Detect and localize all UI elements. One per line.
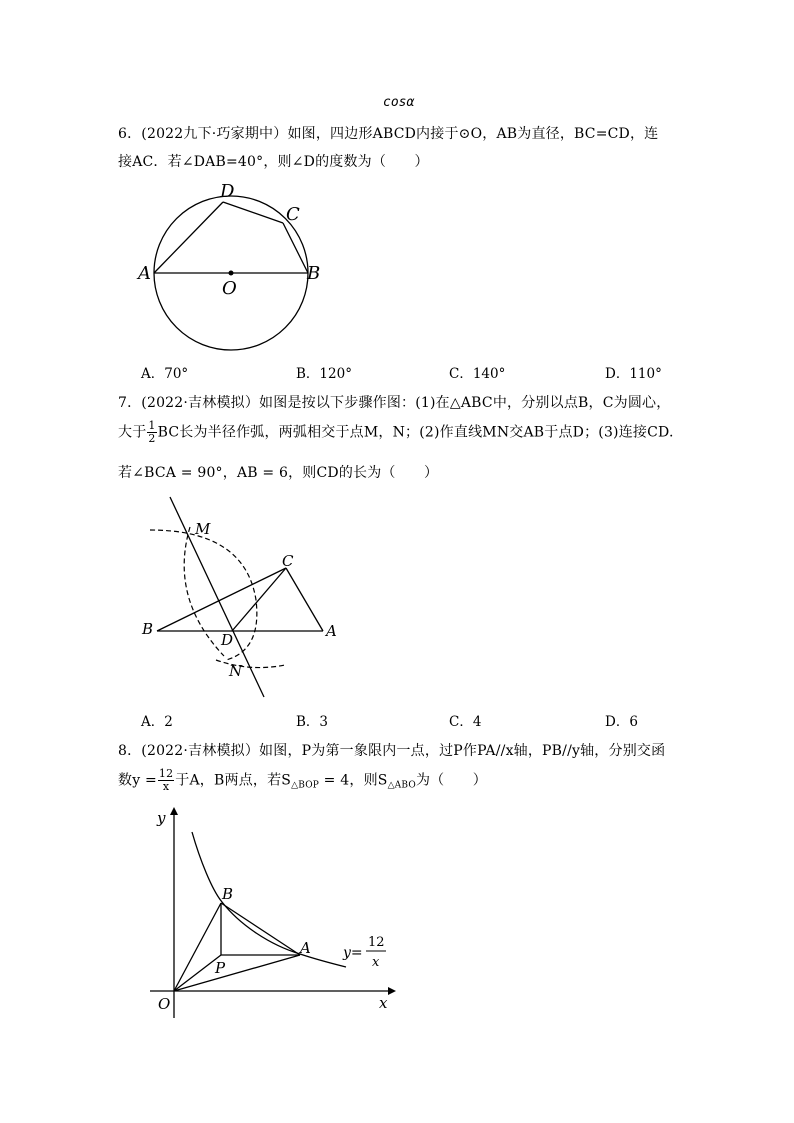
q6-label-d: D bbox=[220, 181, 235, 202]
q8-line2-post: 为（ ） bbox=[415, 772, 487, 789]
q7-frac-den: 2 bbox=[148, 432, 156, 445]
q6-label-b: B bbox=[307, 263, 321, 284]
q7-label-m: M bbox=[195, 520, 211, 538]
q8-curve-num: 12 bbox=[368, 935, 385, 950]
q7-figure bbox=[135, 492, 355, 702]
q7-segment-bc bbox=[157, 568, 286, 631]
q6-label-c: C bbox=[286, 204, 300, 225]
q8-frac-den: x bbox=[162, 780, 170, 793]
q6-center-dot bbox=[229, 271, 234, 276]
q7-option-d: D．6 bbox=[605, 714, 638, 730]
q6-line2: 接AC．若∠DAB=40°，则∠D的度数为（ ） bbox=[118, 154, 429, 170]
q6-option-d: D．110° bbox=[605, 366, 662, 382]
q7-arc-from-b bbox=[150, 530, 257, 660]
q8-hyperbola bbox=[192, 832, 346, 967]
q8-line2 bbox=[118, 768, 487, 793]
header-cos-text: cosα bbox=[383, 95, 415, 110]
q8-frac-num: 12 bbox=[158, 767, 174, 780]
q8-label-o: O bbox=[158, 995, 171, 1013]
q7-line2-post: BC长为半径作弧，两弧相交于点M，N；(2)作直线MN交AB于点D；(3)连接CD. bbox=[157, 424, 674, 441]
q8-segment-op bbox=[174, 955, 221, 991]
q8-segment-oa bbox=[174, 955, 300, 991]
q7-segment-ca bbox=[286, 568, 323, 631]
q7-half-fraction bbox=[147, 420, 156, 445]
q8-y-arrow bbox=[170, 807, 178, 815]
q8-subscript-abo: △ABO bbox=[387, 780, 416, 791]
q8-fraction bbox=[158, 768, 174, 793]
q8-segment-ab bbox=[221, 903, 300, 955]
q8-curve-label: y= bbox=[343, 945, 363, 961]
q7-option-b: B．3 bbox=[296, 714, 329, 730]
q7-label-n: N bbox=[229, 662, 243, 680]
q8-curve-den: x bbox=[372, 955, 380, 970]
q8-segment-ob bbox=[174, 903, 221, 991]
q8-line2-mid: 于A，B两点，若S bbox=[175, 772, 292, 789]
q7-arc-bottom bbox=[216, 660, 285, 668]
q7-label-a: A bbox=[326, 622, 337, 640]
q8-line2-mid2: = 4，则S bbox=[319, 772, 388, 789]
q8-figure bbox=[145, 800, 405, 1035]
q7-line2 bbox=[118, 420, 674, 445]
q7-line1: 7．(2022·吉林模拟）如图是按以下步骤作图：(1)在△ABC中，分别以点B，C为圆心， bbox=[118, 395, 671, 411]
q7-arc-from-c bbox=[184, 527, 224, 656]
q6-option-a: A．70° bbox=[141, 366, 189, 382]
q6-label-o: O bbox=[222, 278, 237, 299]
q8-label-b: B bbox=[222, 885, 234, 903]
q7-segment-cd bbox=[232, 568, 286, 631]
q6-chord-ac bbox=[154, 223, 283, 273]
q8-x-arrow bbox=[388, 987, 396, 995]
q6-option-c: C．140° bbox=[449, 366, 506, 382]
q6-line1: 6．(2022九下·巧家期中）如图，四边形ABCD内接于⊙O，AB为直径，BC=CD，连 bbox=[118, 126, 659, 142]
q8-label-y: y bbox=[157, 809, 166, 827]
q7-option-a: A．2 bbox=[141, 714, 173, 730]
q8-label-a: A bbox=[300, 939, 311, 957]
q8-line1: 8．(2022·吉林模拟）如图，P为第一象限内一点，过P作PA//x轴，PB//y轴，分别交函 bbox=[118, 743, 666, 759]
q6-option-b: B．120° bbox=[296, 366, 352, 382]
q8-subscript-bop: △BOP bbox=[291, 780, 320, 791]
q6-chord-dc bbox=[223, 202, 283, 223]
q6-figure bbox=[130, 175, 340, 360]
q7-label-b: B bbox=[142, 620, 154, 638]
q7-line3: 若∠BCA = 90°，AB = 6，则CD的长为（ ） bbox=[118, 465, 439, 481]
q8-label-p: P bbox=[215, 959, 226, 977]
q7-option-c: C．4 bbox=[449, 714, 482, 730]
q8-label-x: x bbox=[379, 994, 388, 1012]
q7-label-c: C bbox=[282, 552, 294, 570]
q7-label-d: D bbox=[221, 631, 234, 649]
q7-line2-pre: 大于 bbox=[118, 424, 147, 441]
q6-chord-ad bbox=[154, 202, 223, 273]
q8-line2-pre: 数y = bbox=[118, 772, 157, 789]
q7-frac-num: 1 bbox=[148, 419, 156, 432]
q6-label-a: A bbox=[138, 263, 151, 284]
